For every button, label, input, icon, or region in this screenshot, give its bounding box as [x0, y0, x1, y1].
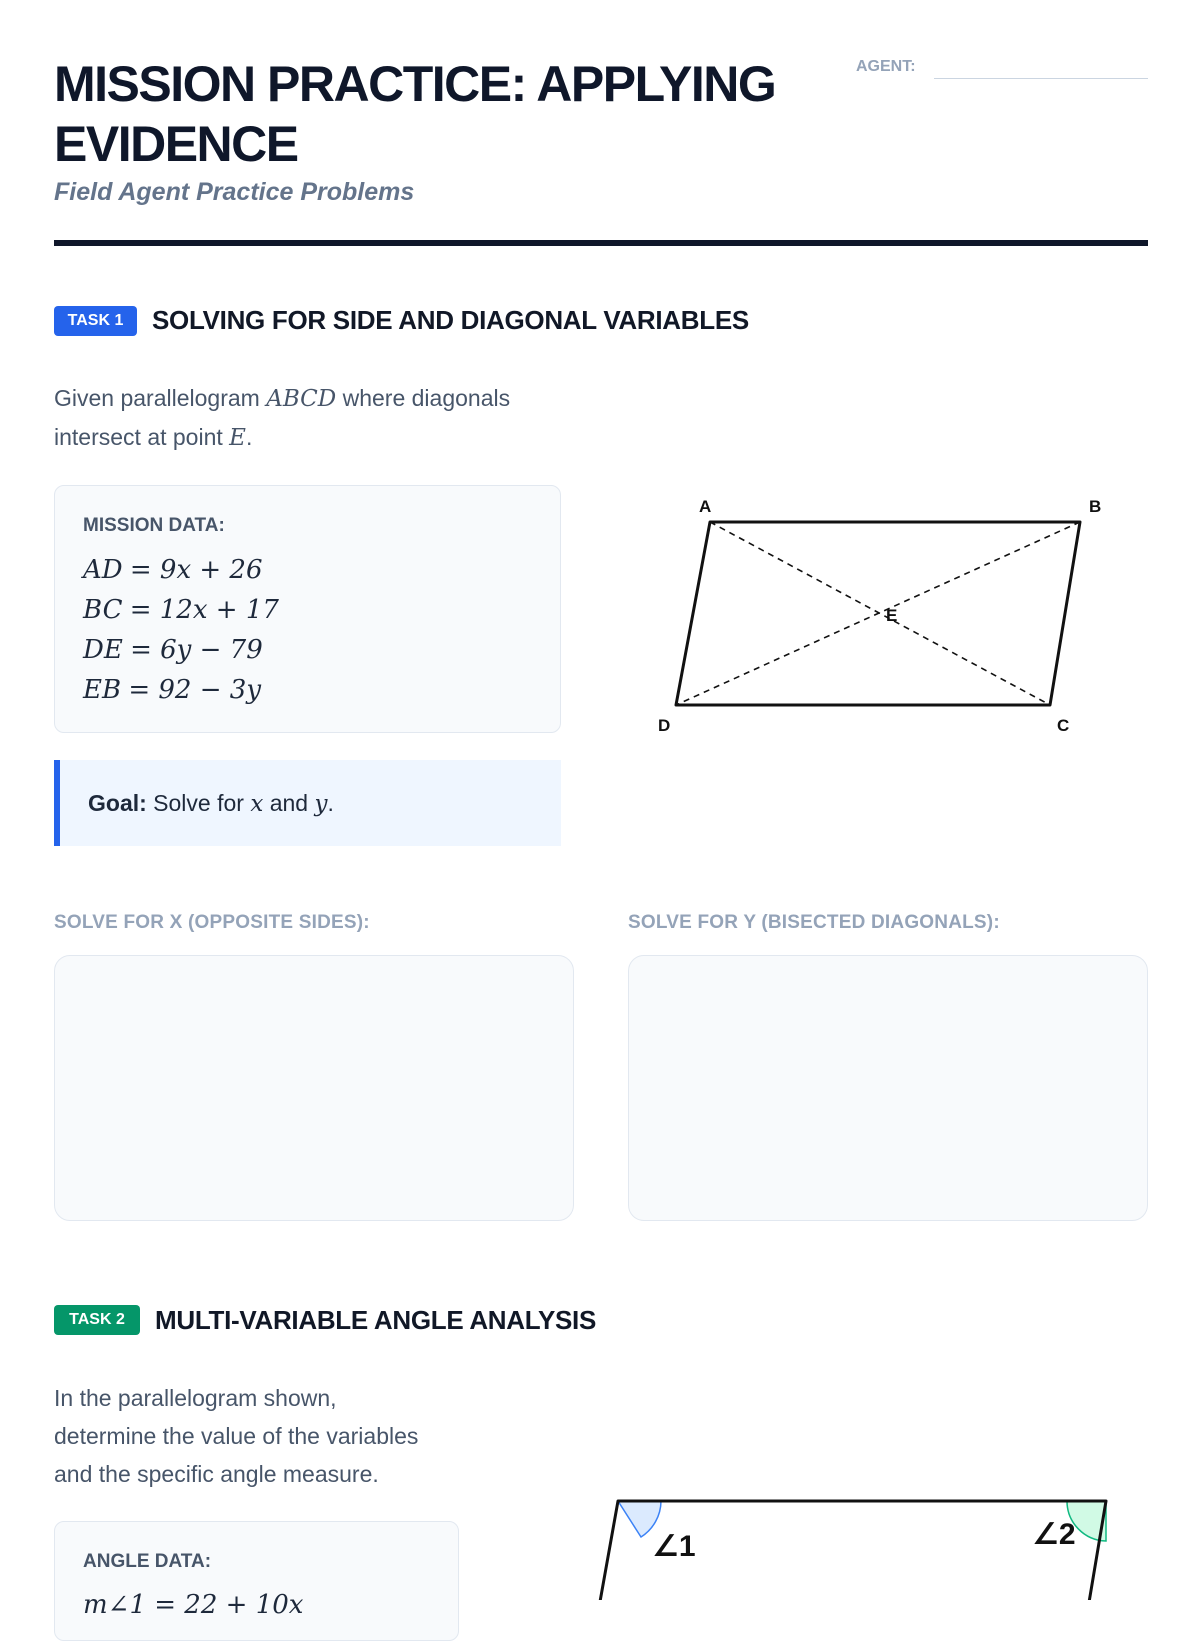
intersection-label-e: E	[886, 606, 898, 625]
goal-callout	[54, 760, 561, 846]
task1-intro-mid: where diagonals intersect at point	[54, 385, 511, 450]
equation-eb	[83, 669, 261, 710]
equation-rhs: = 12x + 17	[129, 595, 279, 625]
mission-data-label: MISSION DATA:	[83, 515, 225, 536]
diagonal-bd	[676, 522, 1080, 705]
task1-intro-shape: ABCD	[266, 386, 337, 412]
equation-rhs: = 92 − 3y	[128, 675, 262, 705]
solve-x-label: SOLVE FOR X (OPPOSITE SIDES):	[54, 912, 370, 933]
angle-parallelogram-diagram	[560, 1480, 1180, 1600]
task2-title: MULTI-VARIABLE ANGLE ANALYSIS	[155, 1305, 597, 1335]
parallelogram-diagram	[640, 480, 1160, 750]
equation-bc	[83, 589, 279, 630]
goal-text-mid: and	[263, 790, 315, 816]
task2-intro	[54, 1379, 514, 1493]
vertex-label-d: D	[658, 716, 671, 735]
mission-data-box	[54, 485, 561, 733]
task1-intro-post: .	[245, 424, 253, 450]
equation-text: m∠1 = 22 + 10x	[83, 1590, 304, 1620]
vertex-label-c: C	[1057, 716, 1070, 735]
task2-intro-line: determine the value of the variables	[54, 1423, 419, 1449]
goal-var-x: x	[250, 791, 264, 817]
agent-name-line[interactable]	[934, 78, 1148, 79]
angle2-label: ∠2	[1032, 1518, 1076, 1551]
equation-ad	[83, 549, 263, 590]
task2-intro-line: and the specific angle measure.	[54, 1461, 379, 1487]
solve-y-workspace[interactable]	[628, 955, 1148, 1221]
solve-x-workspace[interactable]	[54, 955, 574, 1221]
equation-lhs: BC	[83, 595, 123, 625]
task1-intro	[54, 379, 574, 457]
task1-badge: TASK 1	[54, 306, 137, 336]
task2-intro-line: In the parallelogram shown,	[54, 1385, 337, 1411]
diagonal-ac	[710, 522, 1050, 705]
vertex-label-b: B	[1089, 497, 1102, 516]
equation-rhs: = 9x + 26	[129, 555, 263, 585]
task1-title: SOLVING FOR SIDE AND DIAGONAL VARIABLES	[152, 305, 749, 335]
agent-label: AGENT:	[856, 58, 916, 75]
goal-var-y: y	[314, 791, 328, 817]
equation-rhs: = 6y − 79	[130, 635, 263, 665]
equation-lhs: DE	[83, 635, 123, 665]
task2-badge: TASK 2	[54, 1305, 140, 1335]
solve-y-label: SOLVE FOR Y (BISECTED DIAGONALS):	[628, 912, 1000, 933]
task1-intro-point: E	[229, 425, 246, 451]
angle1-label: ∠1	[652, 1530, 696, 1563]
task1-intro-pre: Given parallelogram	[54, 385, 267, 411]
header-divider	[54, 240, 1148, 246]
goal-label: Goal:	[88, 790, 147, 816]
page-title: MISSION PRACTICE: APPLYING EVIDENCE	[54, 56, 776, 172]
vertex-label-a: A	[699, 497, 712, 516]
angle-data-box	[54, 1521, 459, 1641]
goal-text-post: .	[327, 790, 334, 816]
goal-text-pre: Solve for	[146, 790, 251, 816]
equation-lhs: AD	[83, 555, 123, 585]
equation-lhs: EB	[83, 675, 122, 705]
equation-de	[83, 629, 263, 670]
angle-data-label: ANGLE DATA:	[83, 1551, 212, 1572]
page-subtitle: Field Agent Practice Problems	[54, 178, 415, 206]
equation-angle1	[83, 1584, 303, 1625]
